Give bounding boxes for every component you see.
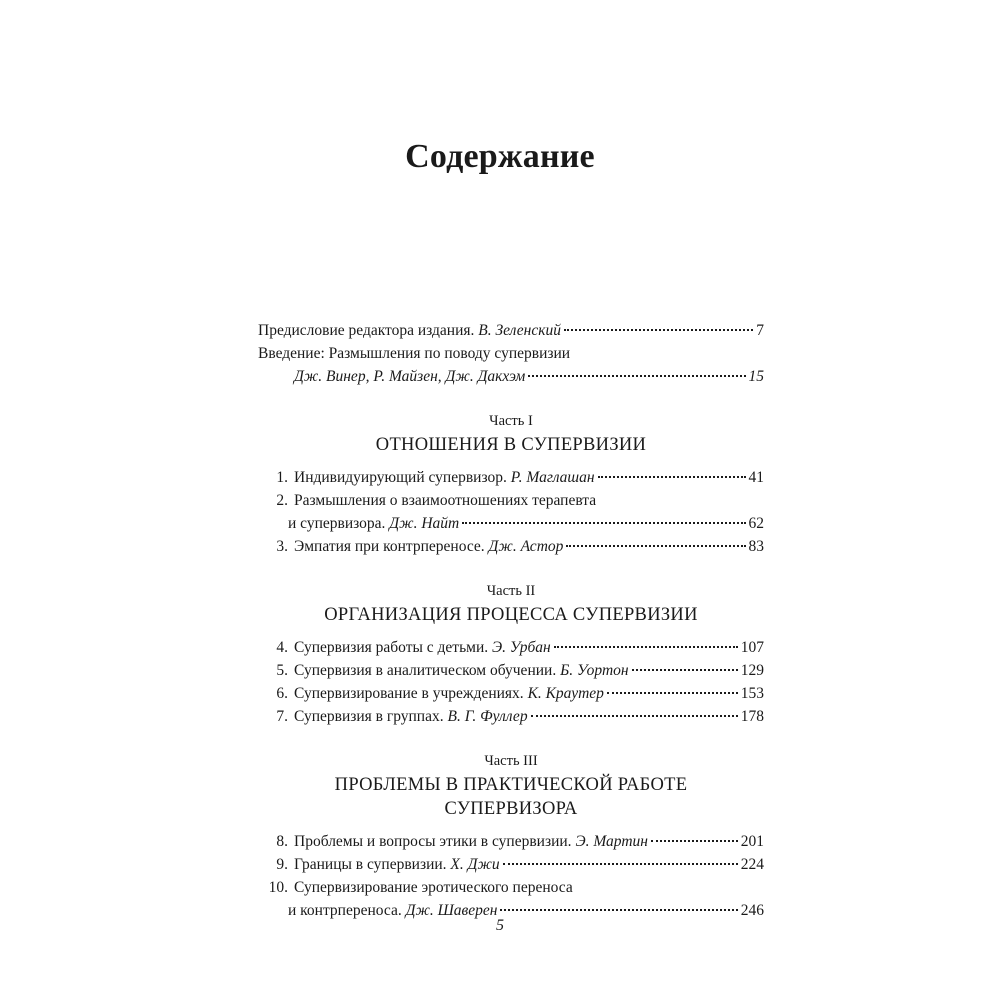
entry-text: Супервизия в группах. xyxy=(294,708,444,725)
toc-entry-chapter-5[interactable] xyxy=(258,662,764,685)
toc-entry-chapter-6[interactable] xyxy=(258,685,764,708)
entry-text: Размышления о взаимоотношениях терапевта xyxy=(294,492,597,509)
leader-dots xyxy=(500,909,737,911)
chapter-number: 4. xyxy=(276,639,288,656)
entry-text: Индивидуирующий супервизор. xyxy=(294,469,507,486)
part-heading-1 xyxy=(258,413,764,457)
entry-text-cont: и супервизора. xyxy=(288,515,386,532)
leader-dots xyxy=(503,863,738,865)
entry-page: 224 xyxy=(740,856,764,873)
chapter-number: 6. xyxy=(276,685,288,702)
entry-page: 129 xyxy=(740,662,764,679)
toc-entry-introduction-authors[interactable] xyxy=(258,368,764,391)
entry-page: 83 xyxy=(748,538,764,555)
toc-entry-chapter-4[interactable] xyxy=(258,639,764,662)
leader-dots xyxy=(564,329,753,331)
entry-text-cont: и контрпереноса. xyxy=(288,902,402,919)
entry-author: Р. Маглашан xyxy=(510,469,595,486)
chapter-number: 7. xyxy=(276,708,288,725)
leader-dots xyxy=(632,669,738,671)
entry-text: Проблемы и вопросы этики в супервизии. xyxy=(294,833,572,850)
chapter-number: 1. xyxy=(276,469,288,486)
part-title-line-2: СУПЕРВИЗОРА xyxy=(444,799,578,819)
toc-entry-chapter-3[interactable] xyxy=(258,538,764,561)
leader-dots xyxy=(462,522,745,524)
leader-dots xyxy=(566,545,745,547)
entry-author: В. Зеленский xyxy=(478,322,561,339)
entry-author: В. Г. Фуллер xyxy=(447,708,528,725)
toc-entry-chapter-1[interactable] xyxy=(258,469,764,492)
entry-author: Э. Мартин xyxy=(575,833,648,850)
entry-text: Супервизирование эротического переноса xyxy=(294,879,573,896)
entry-text: Супервизия работы с детьми. xyxy=(294,639,489,656)
part-heading-3 xyxy=(258,753,764,821)
entry-author: Б. Уортон xyxy=(560,662,629,679)
entry-page: 62 xyxy=(748,515,764,532)
part-heading-2 xyxy=(258,583,764,627)
entry-author: Дж. Найт xyxy=(389,515,460,532)
entry-author: К. Краутер xyxy=(527,685,604,702)
toc-entry-chapter-2[interactable] xyxy=(258,492,764,515)
entry-text: Предисловие редактора издания. xyxy=(258,322,475,339)
chapter-number: 3. xyxy=(276,538,288,555)
toc-entry-chapter-10[interactable] xyxy=(258,879,764,902)
entry-text: Введение: Размышления по поводу супервизии xyxy=(258,345,571,362)
part-label: Часть II xyxy=(486,583,536,599)
entry-author: Э. Урбан xyxy=(492,639,551,656)
entry-text: Эмпатия при контрпереносе. xyxy=(294,538,485,555)
entry-author: Дж. Астор xyxy=(488,538,564,555)
leader-dots xyxy=(531,715,738,717)
toc-entry-chapter-2-cont[interactable] xyxy=(258,515,764,538)
entry-text: Супервизирование в учреждениях. xyxy=(294,685,524,702)
toc-entry-chapter-7[interactable] xyxy=(258,708,764,731)
entry-page: 107 xyxy=(740,639,764,656)
entry-page: 41 xyxy=(748,469,764,486)
entry-page: 201 xyxy=(740,833,764,850)
part-label: Часть I xyxy=(489,413,533,429)
entry-text: Границы в супервизии. xyxy=(294,856,447,873)
table-of-contents xyxy=(258,322,764,925)
page-title: Содержание xyxy=(405,138,595,175)
entry-page: 178 xyxy=(740,708,764,725)
entry-author: Дж. Винер, Р. Майзен, Дж. Дакхэм xyxy=(294,368,526,385)
toc-entry-preface[interactable] xyxy=(258,322,764,345)
part-title: ОТНОШЕНИЯ В СУПЕРВИЗИИ xyxy=(375,435,647,455)
leader-dots xyxy=(554,646,738,648)
entry-page: 246 xyxy=(740,902,764,919)
chapter-number: 10. xyxy=(268,879,288,896)
chapter-number: 8. xyxy=(276,833,288,850)
toc-entry-chapter-9[interactable] xyxy=(258,856,764,879)
entry-author: Х. Джи xyxy=(450,856,500,873)
part-title: ОРГАНИЗАЦИЯ ПРОЦЕССА СУПЕРВИЗИИ xyxy=(324,605,698,625)
leader-dots xyxy=(607,692,738,694)
entry-page: 153 xyxy=(740,685,764,702)
entry-page: 7 xyxy=(756,322,764,339)
entry-page: 15 xyxy=(748,368,764,385)
page-number: 5 xyxy=(496,917,504,934)
part-title-line-1: ПРОБЛЕМЫ В ПРАКТИЧЕСКОЙ РАБОТЕ xyxy=(334,775,688,795)
part-label: Часть III xyxy=(484,753,538,769)
entry-text: Супервизия в аналитическом обучении. xyxy=(294,662,557,679)
chapter-number: 9. xyxy=(276,856,288,873)
toc-entry-introduction[interactable] xyxy=(258,345,764,368)
leader-dots xyxy=(598,476,746,478)
leader-dots xyxy=(651,840,738,842)
chapter-number: 5. xyxy=(276,662,288,679)
leader-dots xyxy=(528,375,745,377)
entry-author: Дж. Шаверен xyxy=(405,902,498,919)
toc-entry-chapter-8[interactable] xyxy=(258,833,764,856)
chapter-number: 2. xyxy=(276,492,288,509)
